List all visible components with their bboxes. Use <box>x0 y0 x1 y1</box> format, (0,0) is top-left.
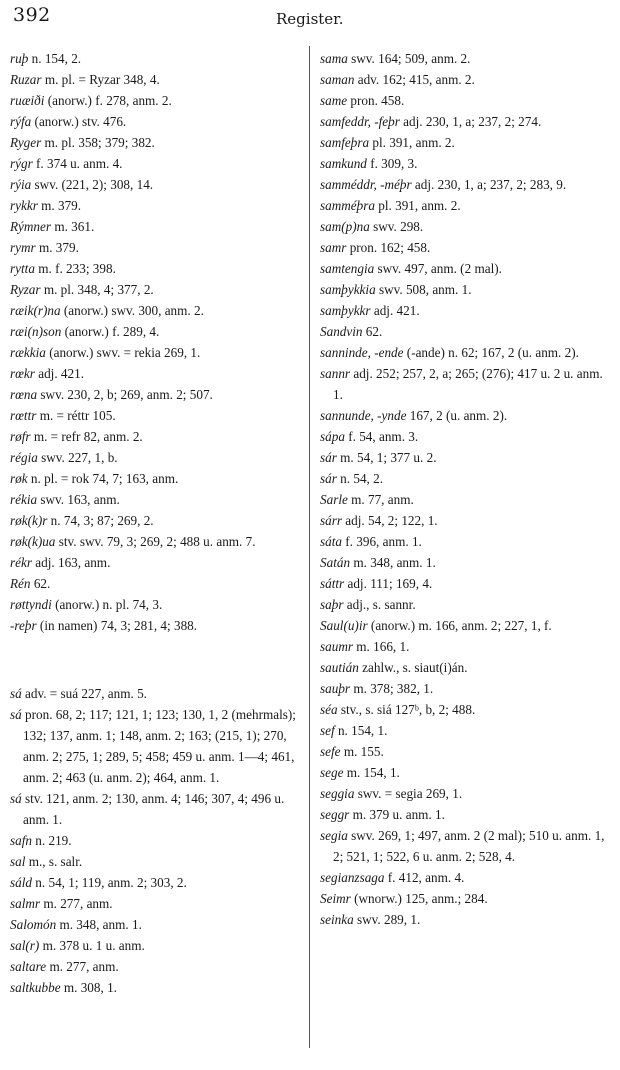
index-entry <box>10 174 303 195</box>
entry-headword: segia <box>320 828 348 843</box>
entry-headword: Rén <box>10 576 31 591</box>
entry-references: swv. 227, 1, b. <box>37 450 118 465</box>
index-entry <box>10 153 303 174</box>
entry-headword: sápa <box>320 429 345 444</box>
index-entry <box>10 321 303 342</box>
entry-references: m. 348, anm. 1. <box>350 555 436 570</box>
entry-references: pron. 458. <box>347 93 405 108</box>
entry-headword: sama <box>320 51 348 66</box>
entry-references: m. 348, anm. 1. <box>56 917 142 933</box>
index-entry <box>10 594 303 615</box>
index-entry <box>10 830 303 851</box>
entry-references: m. pl. = Ryzar 348, 4. <box>41 72 160 87</box>
index-entry <box>10 893 303 914</box>
entry-references: f. 412, anm. 4. <box>384 870 465 885</box>
index-entry <box>10 342 303 363</box>
entry-headword: sáld <box>10 875 32 891</box>
index-entry <box>10 48 303 69</box>
index-entry <box>320 573 615 594</box>
entry-references: m. 379. <box>35 240 79 255</box>
index-entry <box>320 531 615 552</box>
index-entry <box>320 594 615 615</box>
entry-headword: sannr <box>320 366 351 381</box>
entry-headword: rýia <box>10 177 32 192</box>
index-entry <box>320 699 615 720</box>
entry-headword: seggr <box>320 807 350 822</box>
index-entry <box>10 195 303 216</box>
entry-references: (anorw.) f. 278, anm. 2. <box>44 93 172 108</box>
entry-headword: sár <box>320 471 337 486</box>
entry-references: swv. 164; 509, anm. 2. <box>347 51 471 66</box>
entry-headword: same <box>320 93 348 108</box>
entry-references: m. = réttr 105. <box>36 408 116 423</box>
entry-headword: røfr <box>10 429 31 444</box>
index-entry <box>10 489 303 510</box>
entry-references: 62. <box>362 324 383 339</box>
index-entry <box>320 447 615 468</box>
entry-headword: saman <box>320 72 355 87</box>
entry-headword: sá <box>10 791 22 807</box>
entry-headword: rytta <box>10 261 35 276</box>
index-entry <box>320 69 615 90</box>
entry-headword: røk(k)r <box>10 513 48 528</box>
index-entry <box>10 90 303 111</box>
index-entry <box>10 216 303 237</box>
entry-references: n. pl. = rok 74, 7; 163, anm. <box>27 471 179 486</box>
entry-references: m. 277, anm. <box>40 896 113 912</box>
entry-references: n. 219. <box>31 833 72 849</box>
section-gap <box>10 649 303 670</box>
entry-references: (anorw.) stv. 476. <box>31 114 127 129</box>
index-entry <box>10 872 303 893</box>
entry-references: m. 378; 382, 1. <box>350 681 434 696</box>
entry-headword: sár <box>320 450 337 465</box>
index-entry <box>320 300 615 321</box>
index-entry <box>10 426 303 447</box>
entry-headword: segianzsaga <box>320 870 385 885</box>
running-title: Register. <box>276 10 344 28</box>
entry-references: n. 154, 1. <box>334 723 388 738</box>
entry-headword: Sarle <box>320 492 348 507</box>
entry-headword: rýgr <box>10 156 33 171</box>
entry-references: f. 309, 3. <box>366 156 418 171</box>
entry-references: m. 308, 1. <box>60 980 117 996</box>
column-divider <box>309 46 310 1048</box>
entry-references: zahlw., s. siaut(i)án. <box>358 660 468 675</box>
index-entry <box>320 48 615 69</box>
index-entry <box>10 510 303 531</box>
entry-headword: rymr <box>10 240 36 255</box>
entry-references: adj. 111; 169, 4. <box>344 576 433 591</box>
entry-references: (anorw.) n. pl. 74, 3. <box>51 597 163 612</box>
entry-references: adj. 54, 2; 122, 1. <box>342 513 438 528</box>
entry-references: f. 396, anm. 1. <box>341 534 422 549</box>
entry-headword: sal <box>10 854 26 870</box>
entry-references: swv. 269, 1; 497, anm. 2 (2 mal); 510 u. anm. 1, 2; 521, 1; 522, 6 u. anm. 2; 528, 4. <box>333 828 605 864</box>
entry-references: n. 54, 2. <box>336 471 384 486</box>
entry-references: adv. = suá 227, anm. 5. <box>21 686 147 702</box>
index-entry <box>10 683 303 704</box>
entry-references: stv. 121, anm. 2; 130, anm. 4; 146; 307, 4; 496 u. anm. 1. <box>21 791 285 828</box>
entry-headword: sá <box>10 686 22 702</box>
entry-headword: sá <box>10 707 22 723</box>
index-entry <box>10 258 303 279</box>
entry-references: pl. 391, anm. 2. <box>374 198 461 213</box>
entry-references: m. 361. <box>51 219 95 234</box>
entry-headword: røk <box>10 471 28 486</box>
entry-references: pron. 162; 458. <box>346 240 431 255</box>
entry-references: adj. 230, 1, a; 237, 2; 274. <box>399 114 542 129</box>
index-entry <box>10 69 303 90</box>
entry-references: swv. (221, 2); 308, 14. <box>31 177 154 192</box>
entry-headword: sauþr <box>320 681 351 696</box>
entry-references: adj. 230, 1, a; 237, 2; 283, 9. <box>411 177 567 192</box>
entry-headword: samfeþra <box>320 135 370 150</box>
entry-headword: saltare <box>10 959 47 975</box>
index-entry <box>320 153 615 174</box>
entry-headword: ræik(r)na <box>10 303 61 318</box>
entry-references: swv. 289, 1. <box>353 912 421 927</box>
index-entry <box>320 237 615 258</box>
entry-headword: samþykkia <box>320 282 376 297</box>
entry-headword: rœttr <box>10 408 37 423</box>
index-entry <box>320 720 615 741</box>
index-entry <box>320 342 615 363</box>
entry-references: adj. 252; 257, 2, a; 265; (276); 417 u. 2 u. anm. 1. <box>333 366 603 402</box>
entry-headword: rýfa <box>10 114 32 129</box>
entry-headword: saumr <box>320 639 353 654</box>
entry-references: swv. = segia 269, 1. <box>354 786 463 801</box>
index-entry <box>320 741 615 762</box>
entry-references: m. f. 233; 398. <box>34 261 116 276</box>
entry-headword: Salomón <box>10 917 57 933</box>
index-entry <box>320 636 615 657</box>
index-entry <box>10 363 303 384</box>
index-entry <box>320 468 615 489</box>
index-entry <box>320 552 615 573</box>
entry-headword: salmr <box>10 896 41 912</box>
index-entry <box>320 90 615 111</box>
entry-references: swv. 163, anm. <box>37 492 120 507</box>
index-entry <box>320 888 615 909</box>
entry-references: (anorw.) f. 289, 4. <box>61 324 160 339</box>
index-entry <box>10 851 303 872</box>
entry-headword: seinka <box>320 912 354 927</box>
entry-references: 62. <box>30 576 51 591</box>
index-entry <box>320 195 615 216</box>
index-entry <box>10 704 303 788</box>
entry-references: swv. 230, 2, b; 269, anm. 2; 507. <box>37 387 213 402</box>
entry-references: n. 74, 3; 87; 269, 2. <box>47 513 154 528</box>
entry-headword: -reþr <box>10 618 37 633</box>
entry-references: (anorw.) swv. 300, anm. 2. <box>60 303 204 318</box>
entry-references: 167, 2 (u. anm. 2). <box>406 408 508 423</box>
entry-references: (wnorw.) 125, anm.; 284. <box>350 891 488 906</box>
entry-headword: sáttr <box>320 576 345 591</box>
index-entry <box>320 405 615 426</box>
entry-headword: røk(k)ua <box>10 534 56 549</box>
index-entry <box>320 867 615 888</box>
entry-headword: sautián <box>320 660 359 675</box>
index-entry <box>320 762 615 783</box>
index-entry <box>10 468 303 489</box>
entry-headword: ruæiði <box>10 93 45 108</box>
entry-headword: røttyndi <box>10 597 52 612</box>
entry-headword: samméþra <box>320 198 375 213</box>
entry-references: (-ande) n. 62; 167, 2 (u. anm. 2). <box>403 345 579 360</box>
entry-references: adj. 421. <box>370 303 420 318</box>
index-entry <box>10 237 303 258</box>
entry-references: m. 155. <box>340 744 384 759</box>
entry-headword: Ryger <box>10 135 42 150</box>
entry-references: adv. 162; 415, anm. 2. <box>354 72 475 87</box>
entry-headword: sanninde, -ende <box>320 345 404 360</box>
entry-headword: safn <box>10 833 32 849</box>
entry-references: f. 374 u. anm. 4. <box>32 156 123 171</box>
entry-headword: sáta <box>320 534 342 549</box>
entry-headword: Rýmner <box>10 219 52 234</box>
entry-headword: rækkia <box>10 345 46 360</box>
left-column <box>10 48 303 998</box>
index-entry <box>10 552 303 573</box>
index-entry <box>10 914 303 935</box>
entry-headword: Ruzar <box>10 72 42 87</box>
entry-headword: rœkr <box>10 366 35 381</box>
index-entry <box>10 977 303 998</box>
entry-headword: samþykkr <box>320 303 371 318</box>
index-entry <box>10 788 303 830</box>
entry-headword: sal(r) <box>10 938 40 954</box>
index-entry <box>10 111 303 132</box>
entry-references: m. pl. 348, 4; 377, 2. <box>40 282 154 297</box>
entry-references: m. pl. 358; 379; 382. <box>41 135 155 150</box>
entry-references: stv., s. siá 127ᵇ, b, 2; 488. <box>337 702 476 717</box>
entry-headword: sef <box>320 723 335 738</box>
entry-references: pron. 68, 2; 117; 121, 1; 123; 130, 1, 2 (mehrmals); 132; 137, anm. 1; 148, anm. 2; 163; (215, 1); 270, anm. 2; 275, 1; 289, 5; 458; 459 u. anm. 1—4; 461, anm. 2; 463 (u. anm. 2); 464, anm. 1. <box>21 707 296 786</box>
entry-references: m. 379 u. anm. 1. <box>349 807 445 822</box>
entry-references: m., s. salr. <box>25 854 83 870</box>
index-entry <box>10 447 303 468</box>
index-entry <box>320 804 615 825</box>
index-entry <box>10 405 303 426</box>
entry-references: m. = refr 82, anm. 2. <box>30 429 143 444</box>
index-entry <box>320 321 615 342</box>
entry-references: m. 379. <box>37 198 82 213</box>
entry-headword: samkund <box>320 156 367 171</box>
entry-headword: samméddr, -méþr <box>320 177 412 192</box>
index-entry <box>320 783 615 804</box>
entry-references: m. 277, anm. <box>46 959 119 975</box>
index-entry <box>320 489 615 510</box>
index-entry <box>10 300 303 321</box>
entry-headword: sefe <box>320 744 341 759</box>
entry-references: m. 166, 1. <box>352 639 410 654</box>
entry-references: n. 154, 2. <box>28 51 82 66</box>
entry-references: m. 54, 1; 377 u. 2. <box>336 450 437 465</box>
entry-references: (anorw.) swv. = rekia 269, 1. <box>45 345 201 360</box>
index-entry <box>320 258 615 279</box>
entry-headword: Satán <box>320 555 351 570</box>
entry-headword: sárr <box>320 513 342 528</box>
index-entry <box>320 909 615 930</box>
entry-references: m. 378 u. 1 u. anm. <box>39 938 145 954</box>
entry-headword: samtengia <box>320 261 375 276</box>
index-entry <box>320 279 615 300</box>
entry-references: swv. 497, anm. (2 mal). <box>374 261 502 276</box>
index-entry <box>320 363 615 405</box>
entry-references: adj. 163, anm. <box>31 555 111 570</box>
entry-references: m. 154, 1. <box>343 765 400 780</box>
index-entry <box>320 111 615 132</box>
entry-references: m. 77, anm. <box>347 492 414 507</box>
entry-headword: ruþ <box>10 51 29 66</box>
index-entry <box>10 615 303 636</box>
entry-headword: Saul(u)ir <box>320 618 368 633</box>
entry-references: adj. 421. <box>34 366 85 381</box>
index-entry <box>320 216 615 237</box>
entry-headword: saltkubbe <box>10 980 61 996</box>
entry-references: swv. 508, anm. 1. <box>375 282 472 297</box>
page-number: 392 <box>13 4 51 26</box>
entry-headword: Seimr <box>320 891 351 906</box>
index-entry <box>320 510 615 531</box>
entry-headword: rékr <box>10 555 32 570</box>
entry-headword: régia <box>10 450 38 465</box>
entry-references: f. 54, anm. 3. <box>344 429 419 444</box>
index-entry <box>320 657 615 678</box>
entry-headword: ræi(n)son <box>10 324 62 339</box>
index-entry <box>320 615 615 636</box>
entry-headword: Ryzar <box>10 282 41 297</box>
index-entry <box>10 279 303 300</box>
entry-headword: séa <box>320 702 338 717</box>
entry-references: (anorw.) m. 166, anm. 2; 227, 1, f. <box>367 618 552 633</box>
index-entry <box>320 132 615 153</box>
entry-references: adj., s. sannr. <box>343 597 416 612</box>
entry-headword: saþr <box>320 597 344 612</box>
entry-references: n. 54, 1; 119, anm. 2; 303, 2. <box>31 875 187 891</box>
index-entry <box>320 426 615 447</box>
entry-headword: rykkr <box>10 198 38 213</box>
entry-headword: rékia <box>10 492 38 507</box>
entry-headword: samfeddr, -feþr <box>320 114 400 129</box>
index-entry <box>10 132 303 153</box>
index-entry <box>320 174 615 195</box>
right-column <box>320 48 615 930</box>
entry-references: swv. 298. <box>369 219 424 234</box>
entry-headword: samr <box>320 240 347 255</box>
index-entry <box>10 956 303 977</box>
entry-headword: sam(p)na <box>320 219 370 234</box>
entry-references: pl. 391, anm. 2. <box>369 135 455 150</box>
entry-headword: rœna <box>10 387 38 402</box>
entry-headword: sege <box>320 765 344 780</box>
index-entry <box>10 531 303 552</box>
entry-references: (in namen) 74, 3; 281, 4; 388. <box>36 618 198 633</box>
index-entry <box>10 573 303 594</box>
index-entry <box>320 825 615 867</box>
index-entry <box>10 935 303 956</box>
entry-references: stv. swv. 79, 3; 269, 2; 488 u. anm. 7. <box>55 534 256 549</box>
index-entry <box>320 678 615 699</box>
entry-headword: sannunde, -ynde <box>320 408 407 423</box>
entry-headword: Sandvin <box>320 324 363 339</box>
entry-headword: seggia <box>320 786 355 801</box>
index-entry <box>10 384 303 405</box>
page-header <box>0 0 620 40</box>
